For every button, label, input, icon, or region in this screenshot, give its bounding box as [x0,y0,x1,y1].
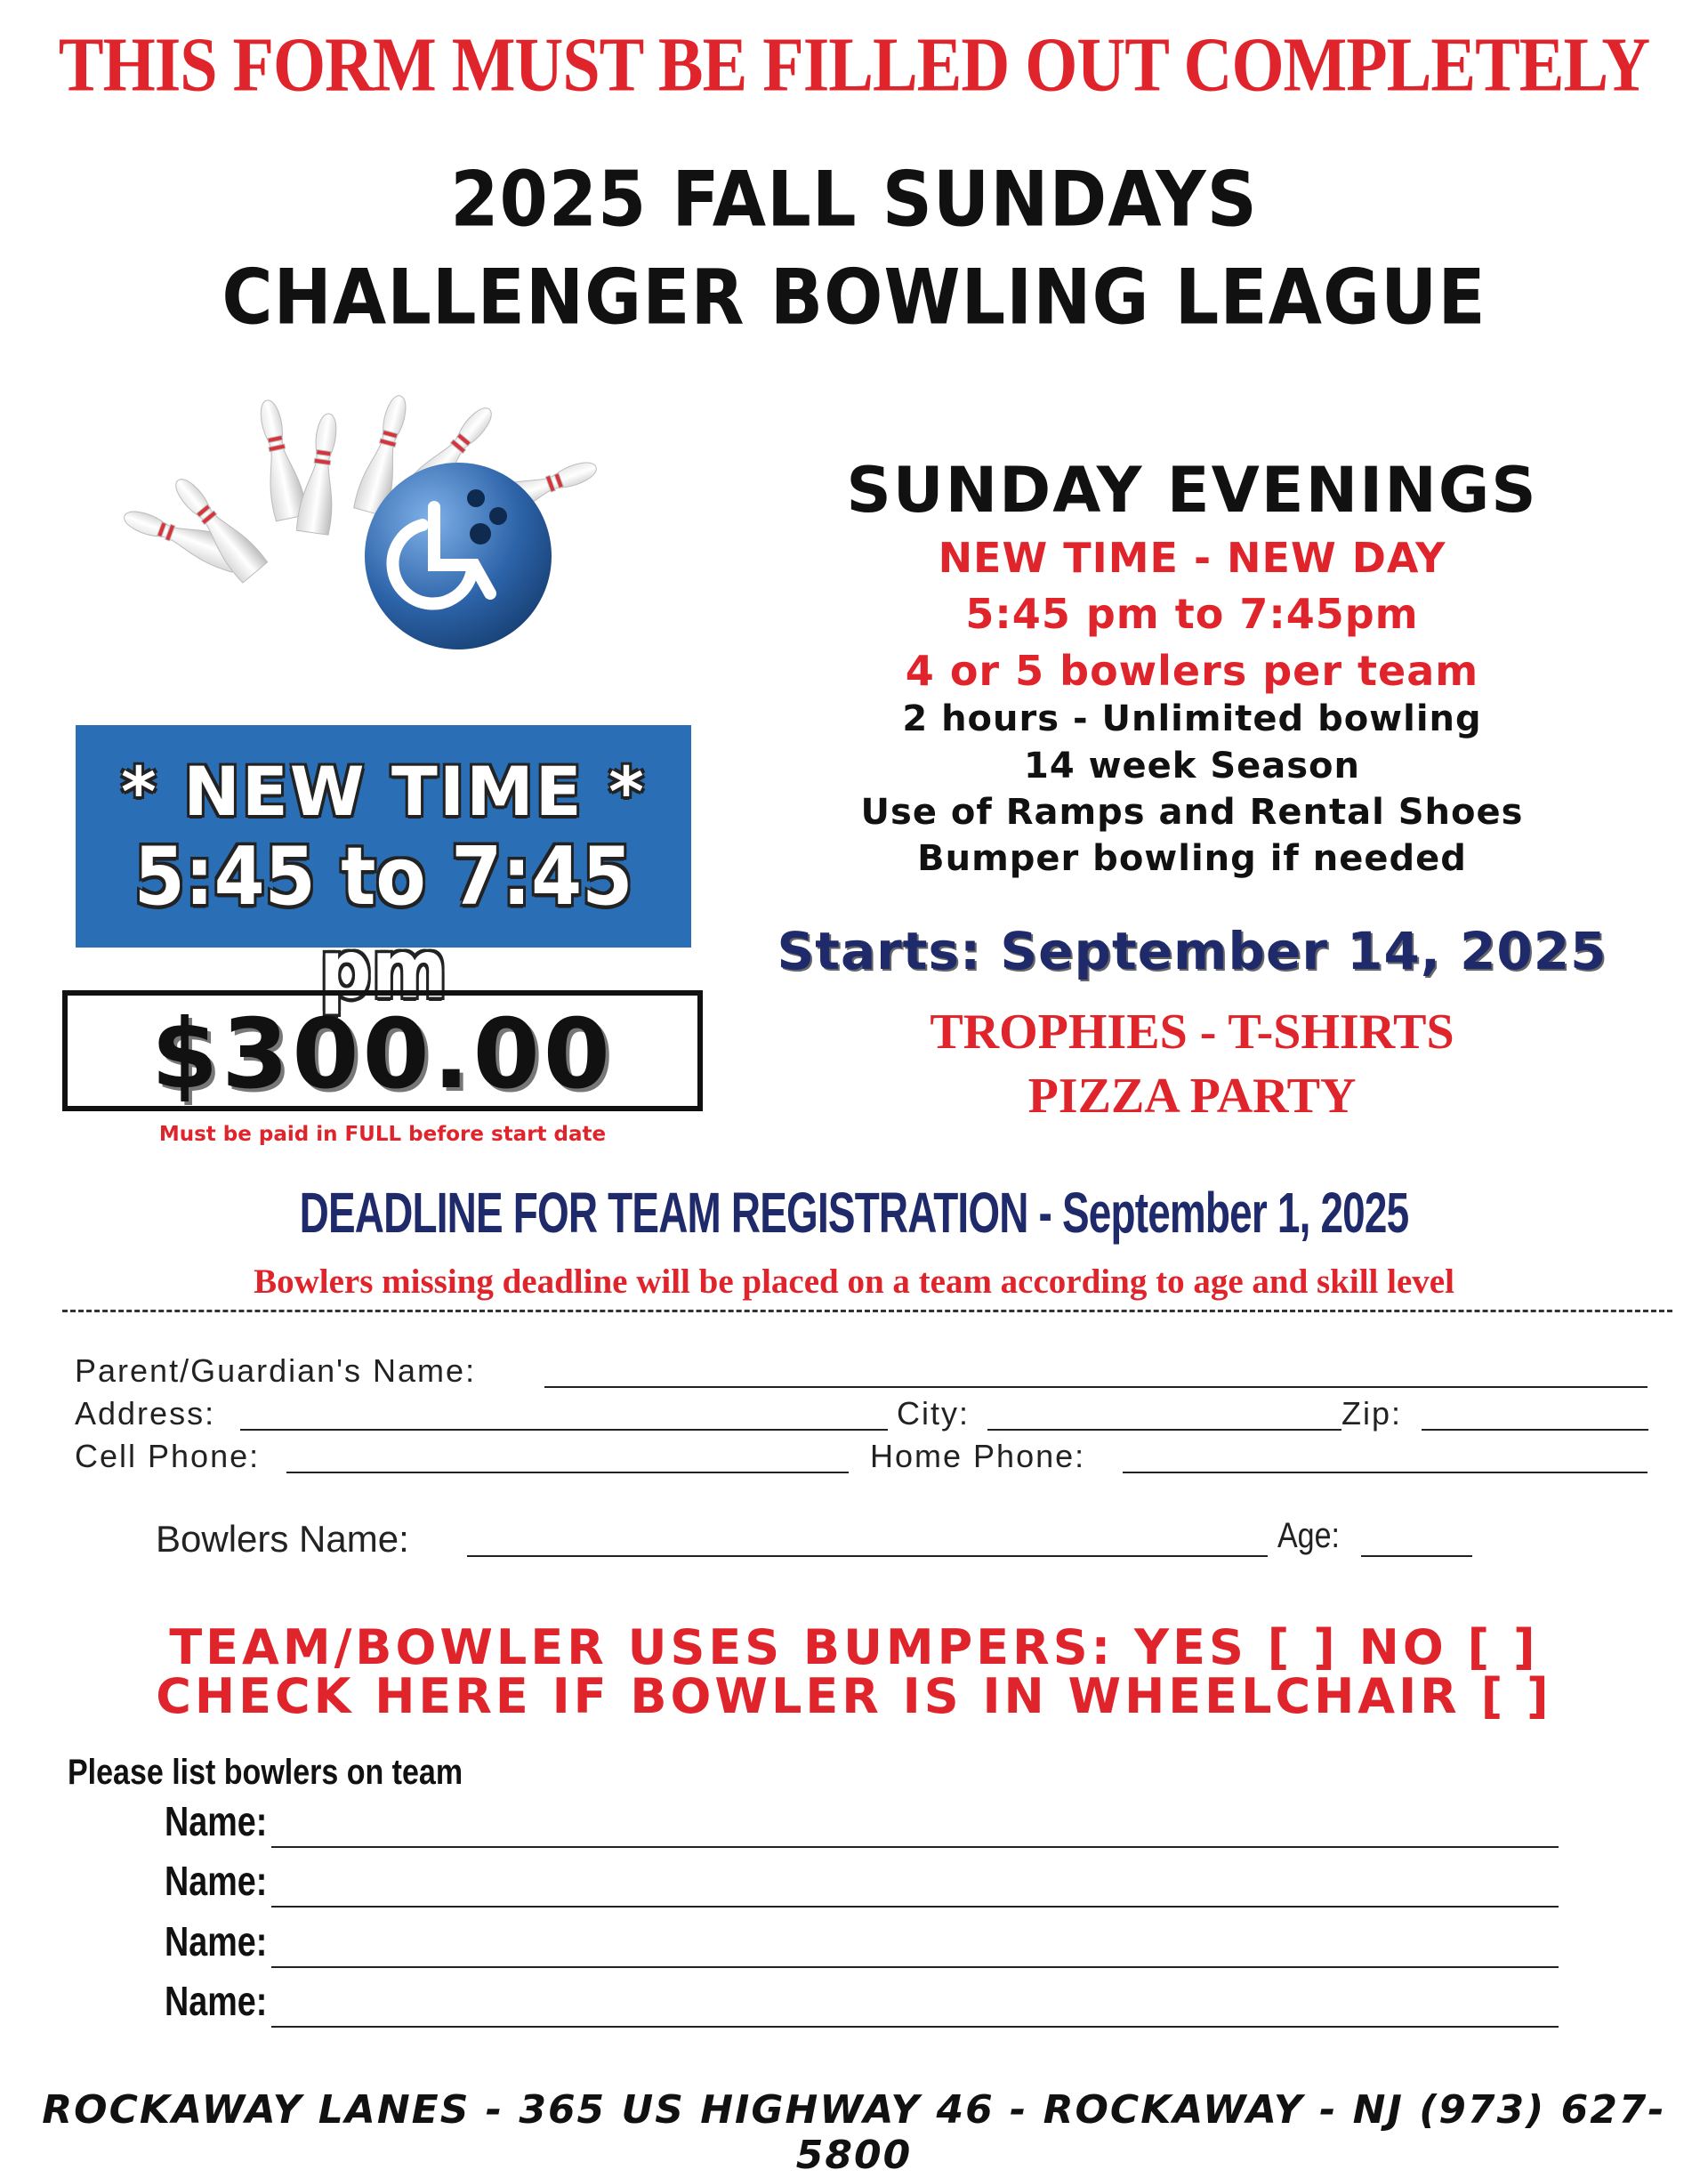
schedule-heading: SUNDAY EVENINGS [846,454,1538,527]
deadline-note: Bowlers missing deadline will be placed on a team according to age and skill level [254,1262,1454,1301]
start-date: Starts: September 14, 2025 [777,921,1607,981]
ramps-line: Use of Ramps and Rental Shoes [860,792,1524,833]
wheelchair-checkbox-line[interactable]: CHECK HERE IF BOWLER IS IN WHEELCHAIR [ ] [156,1668,1552,1724]
team-member-field-1[interactable] [271,1846,1559,1848]
unlimited-line: 2 hours - Unlimited bowling [902,698,1482,739]
bumpers-question[interactable]: TEAM/BOWLER USES BUMPERS: YES [ ] NO [ ] [169,1619,1539,1675]
season-line: 14 week Season [1023,746,1361,786]
parent-name-field[interactable] [544,1386,1648,1388]
address-label: Address: [75,1395,216,1432]
new-time-value: 5:45 to 7:45 pm [133,830,633,1017]
cell-phone-label: Cell Phone: [75,1438,261,1474]
team-member-field-2[interactable] [271,1906,1559,1908]
deadline-heading: DEADLINE FOR TEAM REGISTRATION - September 1, 2025 [299,1180,1409,1245]
bumper-line: Bumper bowling if needed [917,838,1467,879]
home-phone-field[interactable] [1123,1472,1648,1473]
bowler-name-label: Bowlers Name: [156,1518,409,1560]
city-label: City: [897,1395,970,1432]
new-time-day-line: NEW TIME - NEW DAY [938,534,1446,582]
team-member-field-4[interactable] [271,2026,1559,2028]
home-phone-label: Home Phone: [870,1438,1086,1474]
team-member-field-3[interactable] [271,1966,1559,1968]
team-list-heading: Please list bowlers on team [68,1753,463,1792]
parent-name-label: Parent/Guardian's Name: [75,1352,477,1389]
trophies-line: TROPHIES - T-SHIRTS [930,1004,1454,1060]
price-box [62,990,703,1111]
new-time-callout [76,725,691,1017]
bowler-name-field[interactable] [467,1555,1268,1557]
bowling-pins-icon [116,383,632,649]
form-banner: THIS FORM MUST BE FILLED OUT COMPLETELY [58,21,1650,109]
zip-field[interactable] [1422,1429,1648,1431]
page-title-line2: CHALLENGER BOWLING LEAGUE [222,254,1486,343]
team-member-label-3: Name: [165,1918,268,1964]
team-member-label-2: Name: [165,1858,268,1904]
price-value: $300.00 [151,999,614,1110]
cut-line-divider [62,1310,1672,1312]
price-note: Must be paid in FULL before start date [158,1123,607,1146]
age-label: Age: [1277,1516,1340,1555]
pizza-line: PIZZA PARTY [1027,1069,1357,1124]
new-time-label: * NEW TIME * [121,752,646,831]
city-field[interactable] [987,1429,1341,1431]
team-size-line: 4 or 5 bowlers per team [905,647,1479,695]
time-range-line: 5:45 pm to 7:45pm [965,590,1419,638]
team-member-label-1: Name: [165,1798,268,1844]
page-title-line1: 2025 FALL SUNDAYS [450,156,1258,245]
venue-footer: ROCKAWAY LANES - 365 US HIGHWAY 46 - ROCKAWAY - NJ (973) 627-5800 [42,2087,1666,2178]
address-field[interactable] [240,1429,888,1431]
team-member-label-4: Name: [165,1978,268,2024]
cell-phone-field[interactable] [286,1472,849,1473]
zip-label: Zip: [1341,1395,1403,1432]
age-field[interactable] [1361,1555,1472,1557]
